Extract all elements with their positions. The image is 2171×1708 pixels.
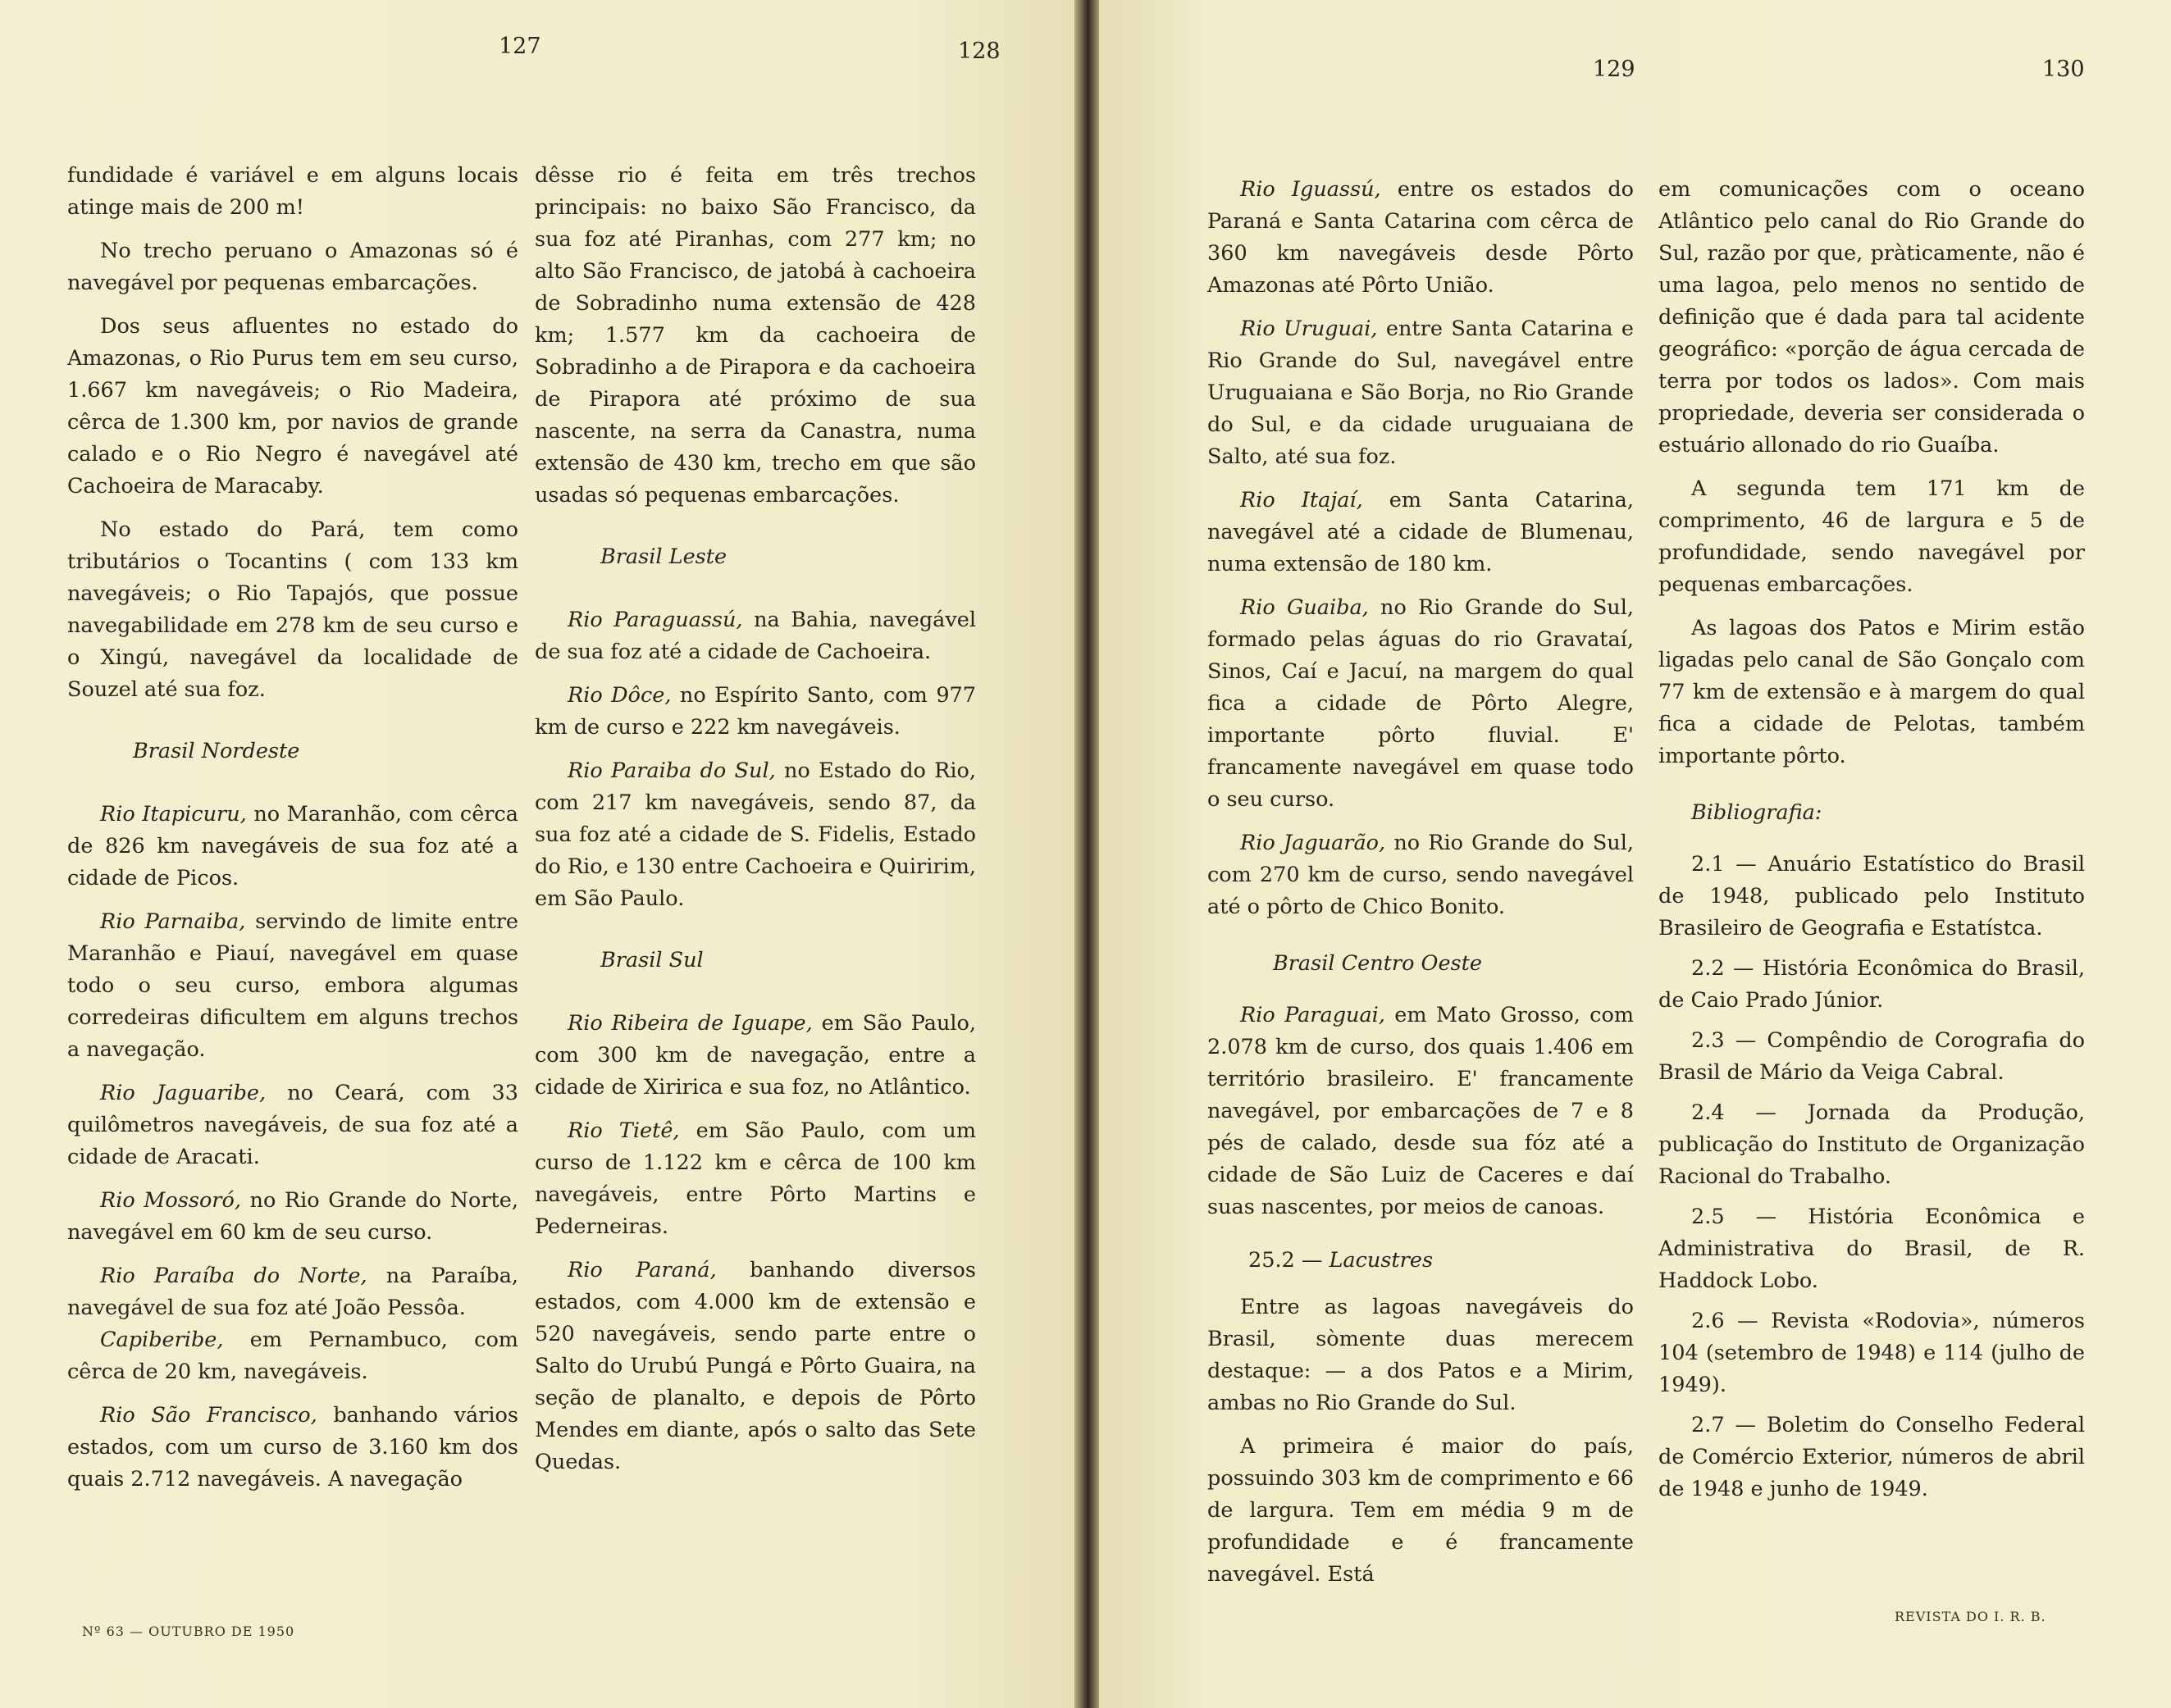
bibliography-item: 2.4 — Jornada da Produção, publicação do Instituto de Organização Racional do Trabalho. — [1658, 1100, 2085, 1189]
river-entry: Rio Paraguassú, na Bahia, navegável de sua foz até a cidade de Cachoeira. — [535, 608, 977, 664]
river-entry: Rio Itapicuru, no Maranhão, com cêrca de 826 km navegáveis de sua foz até a cidade de Picos. — [67, 802, 518, 890]
column-3 — [1207, 174, 1634, 1602]
river-name: Rio Mossoró, — [100, 1188, 241, 1213]
section-heading-centro-oeste: Brasil Centro Oeste — [1273, 951, 1482, 976]
river-entry: Rio Uruguai, entre Santa Catarina e Rio Grande do Sul, navegável entre Uruguaiana e São Borja, no Rio Grande do Sul, e da cidade uruguaiana de Salto, até sua foz. — [1207, 317, 1634, 469]
bibliography-item: 2.7 — Boletim do Conselho Federal de Comércio Exterior, números de abril de 1948 e junho de 1949. — [1658, 1413, 2085, 1501]
book-gutter — [1074, 0, 1099, 1708]
river-name: Rio Paraíba do Norte, — [100, 1264, 367, 1288]
bibliography-item: 2.3 — Compêndio de Corografia do Brasil de Mário da Veiga Cabral. — [1658, 1028, 2085, 1085]
river-entry: Rio Paraguai, em Mato Grosso, com 2.078 km de curso, dos quais 1.406 em território brasileiro. E' francamente navegável, por embarcações de 7 e 8 pés de calado, desde sua fóz até a cidade de São Luiz de Caceres e daí suas nascentes, por meios de canoas. — [1207, 1003, 1634, 1219]
river-name: Rio Parnaiba, — [100, 909, 246, 934]
paragraph: dêsse rio é feita em três trechos principais: no baixo São Francisco, da sua foz até Piranhas, com 277 km; no alto São Francisco, de jatobá à cachoeira de Sobradinho numa extensão de 428 km; 1.577 km da cachoeira de Sobradinho a de Pirapora e da cachoeira de Pirapora até próximo de sua nascente, na serra da Canastra, numa extensão de 430 km, trecho em que são usadas só pequenas embarcações. — [535, 163, 976, 508]
paragraph: As lagoas dos Patos e Mirim estão ligadas pelo canal de São Gonçalo com 77 km de extensão e à margem do qual fica a cidade de Pelotas, também importante pôrto. — [1658, 616, 2085, 768]
river-name: Rio Jaguarão, — [1240, 831, 1386, 855]
river-entry: Capiberibe, em Pernambuco, com cêrca de 20 km, navegáveis. — [67, 1328, 518, 1384]
river-entry: Rio Parnaiba, servindo de limite entre Maranhão e Piauí, navegável em quase todo o seu curso, embora algumas corredeiras dificultem em alguns trechos a navegação. — [67, 909, 518, 1062]
river-entry: Rio Jaguarão, no Rio Grande do Sul, com 270 km de curso, sendo navegável até o pôrto de Chico Bonito. — [1207, 831, 1634, 919]
river-name: Rio Jaguaribe, — [100, 1081, 267, 1105]
river-entry: Rio Mossoró, no Rio Grande do Norte, navegável em 60 km de seu curso. — [67, 1188, 518, 1245]
river-name: Rio Paraiba do Sul, — [568, 758, 776, 783]
river-name: Rio Paraguai, — [1240, 1003, 1385, 1027]
river-name: Rio São Francisco, — [100, 1403, 317, 1428]
bibliography-item: 2.6 — Revista «Rodovia», números 104 (setembro de 1948) e 114 (julho de 1949). — [1658, 1309, 2085, 1397]
column-4 — [1658, 174, 2085, 1514]
page-number-127: 127 — [499, 34, 541, 59]
river-entry: Rio Itajaí, em Santa Catarina, navegável até a cidade de Blumenau, numa extensão de 180 km. — [1207, 488, 1634, 576]
river-entry: Rio Guaiba, no Rio Grande do Sul, formado pelas águas do rio Gravataí, Sinos, Caí e Jacuí, na margem do qual fica a cidade de Pôrto Alegre, importante pôrto fluvial. E' francamente navegável em quase todo o seu curso. — [1207, 595, 1634, 812]
page-number-129: 129 — [1593, 57, 1635, 82]
paragraph: No trecho peruano o Amazonas só é navegável por pequenas embarcações. — [67, 239, 518, 295]
river-entry: Rio Paraiba do Sul, no Estado do Rio, com 217 km navegáveis, sendo 87, da sua foz até a cidade de S. Fidelis, Estado do Rio, e 130 entre Cachoeira e Quiririm, em São Paulo. — [535, 758, 976, 911]
river-name: Capiberibe, — [100, 1328, 224, 1352]
section-heading-bibliografia: Bibliografia: — [1691, 800, 1822, 825]
paragraph: No estado do Pará, tem como tributários o Tocantins ( com 133 km navegáveis; o Rio Tapajós, que possue navegabilidade em 278 km de seu curso e o Xingú, navegável da localidade de Souzel até sua foz. — [67, 517, 518, 702]
river-name: Rio Itapicuru, — [100, 802, 247, 827]
river-name: Rio Dôce, — [568, 683, 672, 708]
paragraph: A primeira é maior do país, possuindo 303 km de comprimento e 66 de largura. Tem em média 9 m de profundidade e é francamente navegável. Está — [1207, 1434, 1634, 1587]
section-heading-sul: Brasil Sul — [600, 948, 704, 972]
river-entry: Rio São Francisco, banhando vários estados, com um curso de 3.160 km dos quais 2.712 navegáveis. A navegação — [67, 1403, 518, 1492]
bibliography-item: 2.5 — História Econômica e Administrativa do Brasil, de R. Haddock Lobo. — [1658, 1205, 2085, 1293]
bibliography-item: 2.1 — Anuário Estatístico do Brasil de 1948, publicado pelo Instituto Brasileiro de Geografia e Estatístca. — [1658, 852, 2085, 941]
river-name: Rio Uruguai, — [1240, 317, 1378, 341]
column-1 — [67, 160, 518, 1507]
section-heading-lacustres: 25.2 — Lacustres — [1248, 1248, 1434, 1273]
river-name: Rio Tietê, — [568, 1118, 680, 1143]
river-entry: Rio Jaguaribe, no Ceará, com 33 quilômetros navegáveis, de sua foz até a cidade de Aracati. — [67, 1081, 518, 1169]
footer-journal-name: REVISTA DO I. R. B. — [1895, 1609, 2046, 1624]
river-name: Rio Guaiba, — [1240, 595, 1369, 620]
paragraph: Entre as lagoas navegáveis do Brasil, sòmente duas merecem destaque: — a dos Patos e a Mirim, ambas no Rio Grande do Sul. — [1207, 1295, 1634, 1415]
river-name: Rio Itajaí, — [1240, 488, 1363, 512]
river-entry: Rio Tietê, em São Paulo, com um curso de 1.122 km e cêrca de 100 km navegáveis, entre Pôrto Martins e Pederneiras. — [535, 1118, 976, 1239]
river-name: Rio Paraná, — [568, 1258, 717, 1282]
section-heading-nordeste: Brasil Nordeste — [133, 739, 300, 763]
river-entry: Rio Iguassú, entre os estados do Paraná e Santa Catarina com cêrca de 360 km navegáveis desde Pôrto Amazonas até Pôrto União. — [1207, 177, 1634, 298]
river-name: Rio Paraguassú, — [568, 608, 743, 632]
paragraph: em comunicações com o oceano Atlântico pelo canal do Rio Grande do Sul, razão por que, pràticamente, não é uma lagoa, pelo menos no sentido de definição que é dada para tal acidente geográfico: «porção de água cercada de terra por todos os lados». Com mais propriedade, deveria ser considerada o estuário allonado do rio Guaíba. — [1658, 177, 2085, 458]
river-name: Rio Iguassú, — [1240, 177, 1381, 202]
column-2 — [535, 160, 976, 1490]
paragraph: Dos seus afluentes no estado do Amazonas, o Rio Purus tem em seu curso, 1.667 km navegáveis; o Rio Madeira, cêrca de 1.300 km, por navios de grande calado e o Rio Negro é navegável até Cachoeira de Maracaby. — [67, 314, 518, 499]
paragraph: fundidade é variável e em alguns locais atinge mais de 200 m! — [67, 163, 518, 220]
river-entry: Rio Ribeira de Iguape, em São Paulo, com 300 km de navegação, entre a cidade de Xiririca e sua foz, no Atlântico. — [535, 1011, 976, 1100]
section-heading-leste: Brasil Leste — [600, 544, 727, 569]
footer-issue-date: Nº 63 — OUTUBRO DE 1950 — [82, 1624, 295, 1639]
page-number-128: 128 — [958, 39, 1001, 64]
bibliography-item: 2.2 — História Econômica do Brasil, de Caio Prado Júnior. — [1658, 956, 2085, 1013]
river-entry: Rio Paraíba do Norte, na Paraíba, navegável de sua foz até João Pessôa. — [67, 1264, 518, 1320]
paragraph: A segunda tem 171 km de comprimento, 46 de largura e 5 de profundidade, sendo navegável por pequenas embarcações. — [1658, 476, 2085, 597]
river-entry: Rio Dôce, no Espírito Santo, com 977 km de curso e 222 km navegáveis. — [535, 683, 976, 740]
river-entry: Rio Paraná, banhando diversos estados, com 4.000 km de extensão e 520 navegáveis, sendo parte entre o Salto do Urubú Pungá e Pôrto Guaira, na seção de planalto, e depois de Pôrto Mendes em diante, após o salto das Sete Quedas. — [535, 1258, 976, 1474]
river-name: Rio Ribeira de Iguape, — [568, 1011, 813, 1036]
page-number-130: 130 — [2042, 57, 2085, 82]
